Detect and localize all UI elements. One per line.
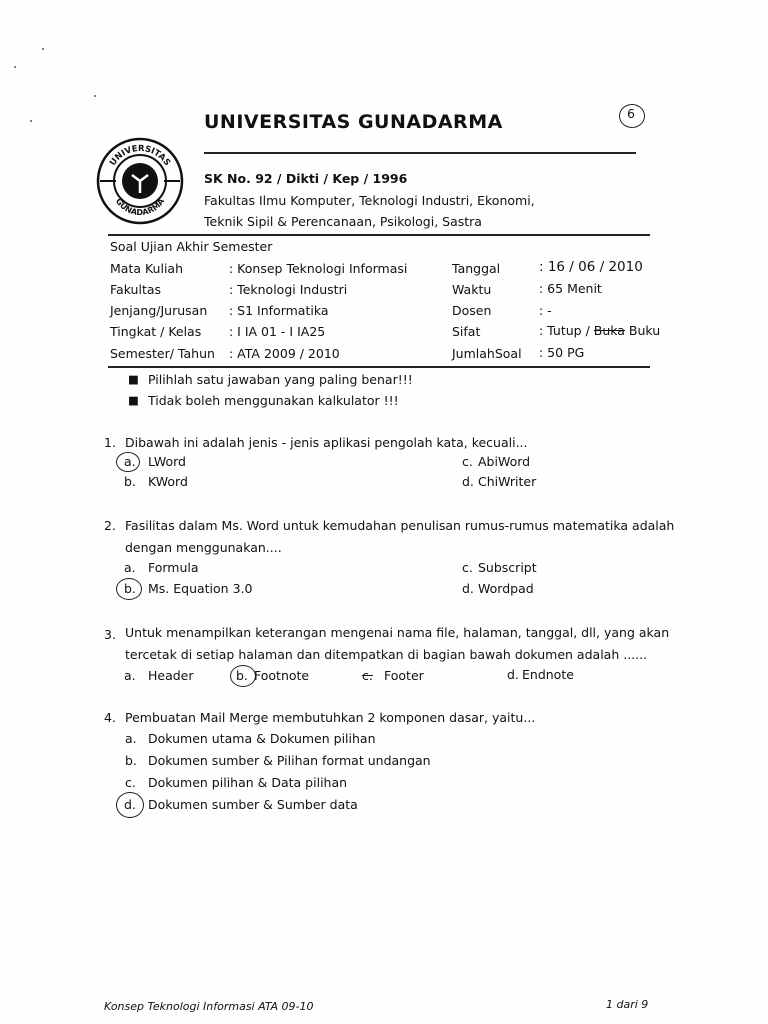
option-key: a. <box>125 731 137 746</box>
scan-speck <box>42 48 44 50</box>
info-value: : - <box>539 303 552 318</box>
info-label: Semester/ Tahun <box>110 346 215 361</box>
option-key: c. <box>462 454 473 469</box>
option-key: a. <box>124 668 136 683</box>
university-logo-icon <box>96 137 184 225</box>
option-text: Footnote <box>254 668 310 683</box>
info-value: : 65 Menit <box>539 281 602 296</box>
option-key: b. <box>124 581 136 596</box>
option-key: b. <box>125 753 137 768</box>
option-text: Footer <box>384 668 424 683</box>
option-text: AbiWord <box>478 454 531 469</box>
option-key: a. <box>124 454 136 469</box>
question-text: Dibawah ini adalah jenis - jenis aplikasi pengolah kata, kecuali... <box>125 435 528 450</box>
faculty-line-2: Teknik Sipil & Perencanaan, Psikologi, Sastra <box>204 214 482 229</box>
instruction: Pilihlah satu jawaban yang paling benar!!! <box>148 372 413 387</box>
option-key: d. <box>462 581 474 596</box>
header-bottom-rule <box>108 234 650 236</box>
exam-heading: Soal Ujian Akhir Semester <box>110 239 273 254</box>
header-rule <box>204 152 636 154</box>
info-label: Dosen <box>452 303 492 318</box>
svg-text:GUNADARMA: GUNADARMA <box>113 196 167 218</box>
info-value: : Konsep Teknologi Informasi <box>229 261 408 276</box>
info-label: Mata Kuliah <box>110 261 184 276</box>
option-key: d. <box>507 667 519 682</box>
scan-speck <box>94 95 96 97</box>
info-label: Fakultas <box>110 282 162 297</box>
option-key: b. <box>124 474 136 489</box>
question-number: 1. <box>104 435 116 450</box>
option-text: Dokumen sumber & Sumber data <box>148 797 358 812</box>
bullet-icon: ■ <box>128 372 139 386</box>
question-text: Untuk menampilkan keterangan mengenai nama file, halaman, tanggal, dll, yang akan <box>125 625 670 640</box>
sk-number: SK No. 92 / Dikti / Kep / 1996 <box>204 171 408 186</box>
option-key: d. <box>124 797 136 812</box>
info-label: JumlahSoal <box>452 346 522 361</box>
instruction: Tidak boleh menggunakan kalkulator !!! <box>148 393 399 408</box>
info-label: Jenjang/Jurusan <box>110 303 208 318</box>
option-text: Endnote <box>522 667 574 682</box>
question-text: Pembuatan Mail Merge membutuhkan 2 komponen dasar, yaitu... <box>125 710 536 725</box>
info-label: Tanggal <box>452 261 501 276</box>
info-label: Waktu <box>452 282 492 297</box>
info-value: : S1 Informatika <box>229 303 329 318</box>
option-text: Dokumen utama & Dokumen pilihan <box>148 731 376 746</box>
info-value-struck: Buka <box>593 323 625 338</box>
option-text: Dokumen pilihan & Data pilihan <box>148 775 348 790</box>
option-text: KWord <box>148 474 188 489</box>
info-value-pre: : Tutup / <box>539 323 594 338</box>
info-value: : 16 / 06 / 2010 <box>539 259 643 275</box>
question-number: 2. <box>104 518 116 533</box>
option-key: a. <box>124 560 136 575</box>
question-text: dengan menggunakan.... <box>125 540 282 555</box>
faculty-line-1: Fakultas Ilmu Komputer, Teknologi Industri, Ekonomi, <box>204 193 535 208</box>
question-text: Fasilitas dalam Ms. Word untuk kemudahan penulisan rumus-rumus matematika adalah <box>125 518 675 533</box>
info-value: : Teknologi Industri <box>229 282 348 297</box>
option-text: Ms. Equation 3.0 <box>148 581 253 596</box>
info-value: : 50 PG <box>539 345 585 360</box>
university-title: UNIVERSITAS GUNADARMA <box>204 111 503 133</box>
option-key: c. <box>362 668 373 683</box>
option-text: Header <box>148 668 194 683</box>
info-label: Tingkat / Kelas <box>110 324 202 339</box>
option-key: c. <box>462 560 473 575</box>
info-value <box>539 323 660 338</box>
info-label: Sifat <box>452 324 481 339</box>
question-number: 4. <box>104 710 116 725</box>
option-text: Subscript <box>478 560 537 575</box>
svg-text:UNIVERSITAS: UNIVERSITAS <box>108 143 172 168</box>
footer-course: Konsep Teknologi Informasi ATA 09-10 <box>104 1000 314 1013</box>
option-text: LWord <box>148 454 186 469</box>
option-text: Formula <box>148 560 199 575</box>
option-key: c. <box>125 775 136 790</box>
scan-speck <box>14 66 16 68</box>
question-text: tercetak di setiap halaman dan ditempatkan di bagian bawah dokumen adalah ...... <box>125 647 648 662</box>
option-key: b. <box>236 668 248 683</box>
footer-page-number: 1 dari 9 <box>606 998 649 1011</box>
scan-speck <box>30 120 32 122</box>
question-number: 3. <box>104 627 116 642</box>
info-value-post: Buku <box>624 323 661 338</box>
page-mark: 6 <box>627 106 635 121</box>
info-bottom-rule <box>108 366 650 368</box>
option-text: Wordpad <box>478 581 534 596</box>
option-key: d. <box>462 474 474 489</box>
option-text: ChiWriter <box>478 474 537 489</box>
bullet-icon: ■ <box>128 393 139 407</box>
info-value: : ATA 2009 / 2010 <box>229 346 340 361</box>
option-text: Dokumen sumber & Pilihan format undangan <box>148 753 431 768</box>
info-value: : I IA 01 - I IA25 <box>229 324 326 339</box>
